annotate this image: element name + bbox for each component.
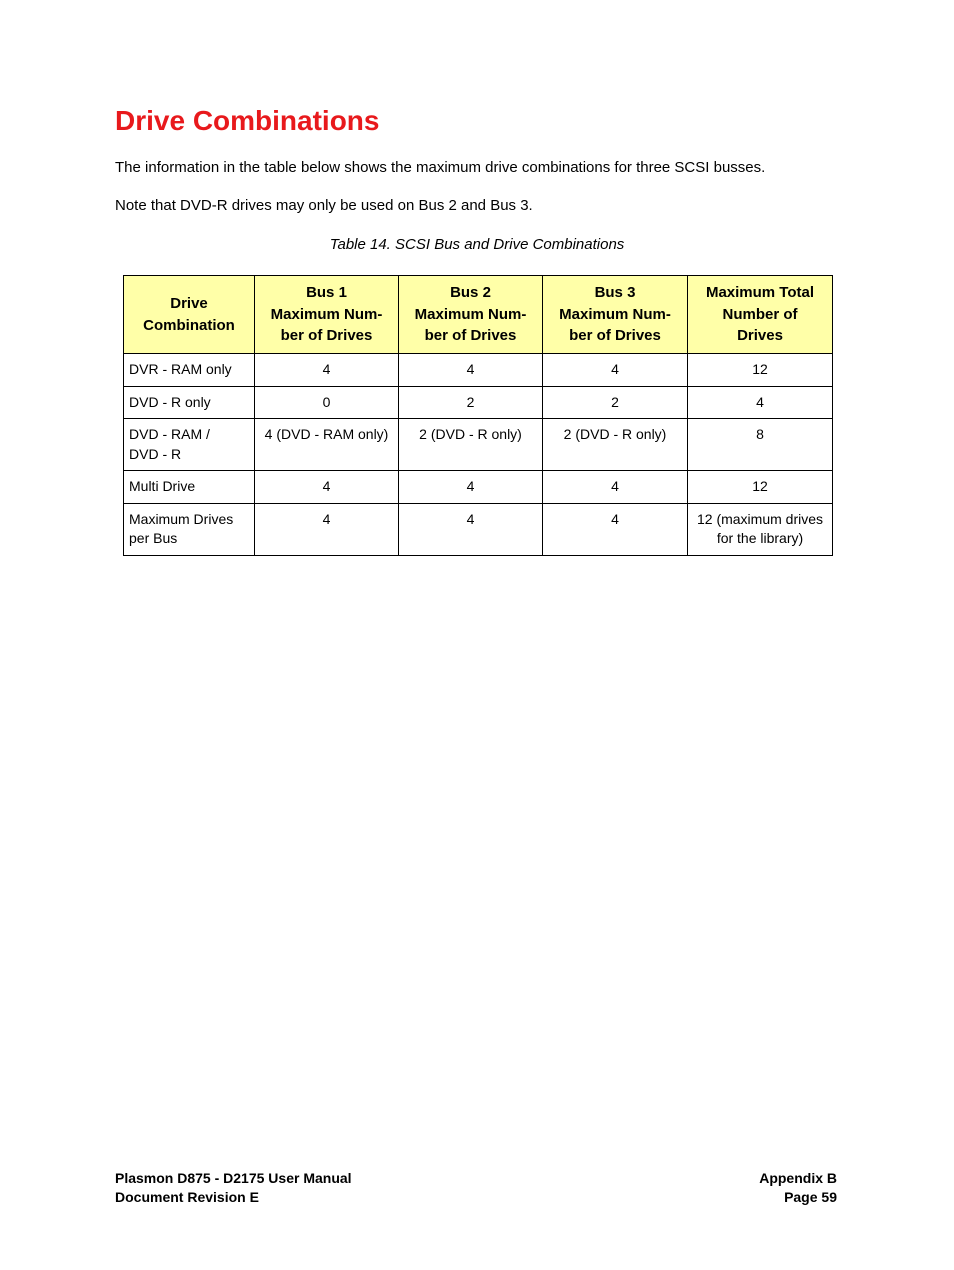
table-row: [124, 386, 833, 419]
table-cell: [543, 386, 688, 419]
table-cell: [124, 471, 255, 504]
table-cell: [688, 419, 833, 471]
header-line: Drive: [170, 295, 208, 312]
header-line: Bus 3: [594, 284, 636, 302]
cell-line: 0: [322, 393, 331, 410]
cell-line: 12: [752, 478, 768, 494]
cell-line: DVD - RAM /: [129, 426, 210, 442]
table-cell: [399, 419, 543, 471]
header-line: Drives: [737, 327, 783, 345]
table-cell: [399, 386, 543, 419]
table-cell: [688, 386, 833, 419]
cell-line: per Bus: [129, 530, 178, 546]
header-line: Maximum Total: [705, 284, 815, 302]
cell-line: 2 (DVD - R only): [563, 426, 667, 442]
table-cell: [688, 354, 833, 387]
table-cell: [124, 419, 255, 471]
footer-page-number: Page 59: [784, 1189, 837, 1205]
cell-line: Maximum Drives: [129, 510, 234, 527]
table-cell: [255, 471, 399, 504]
drive-combinations-table: [123, 275, 833, 556]
cell-line: 4: [611, 510, 619, 527]
header-bus-1: [255, 276, 399, 354]
table-cell: [399, 503, 543, 555]
table-header-row: [124, 276, 833, 354]
cell-line: DVD - R: [129, 445, 182, 462]
footer-appendix: Appendix B: [759, 1170, 837, 1186]
cell-line: 2: [611, 393, 619, 410]
header-line: Combination: [143, 316, 235, 334]
cell-line: 4: [756, 393, 764, 410]
cell-line: 12 (maximum drives: [696, 510, 824, 527]
table-cell: [399, 471, 543, 504]
cell-line: 12: [752, 361, 768, 377]
cell-line: Multi Drive: [129, 478, 196, 494]
table-cell: [543, 419, 688, 471]
cell-line: for the library): [716, 530, 804, 546]
header-drive-combination: [124, 276, 255, 354]
cell-line: 4 (DVD - RAM only): [264, 426, 389, 442]
table-cell: [255, 419, 399, 471]
header-line: Bus 2: [450, 284, 491, 302]
header-bus-3: [543, 276, 688, 354]
footer-revision: Document Revision E: [115, 1189, 259, 1205]
table-cell: [688, 503, 833, 555]
footer-left: [115, 1169, 352, 1207]
cell-line: 2 (DVD - R only): [419, 426, 522, 442]
header-line: ber of Drives: [280, 327, 373, 345]
table-cell: [255, 354, 399, 387]
cell-line: 4: [611, 478, 619, 494]
table-cell: [543, 503, 688, 555]
table-caption: Table 14. SCSI Bus and Drive Combinations: [329, 236, 625, 253]
cell-line: 4: [322, 361, 331, 377]
cell-line: 4: [322, 478, 331, 494]
header-line: Maximum Num-: [559, 305, 671, 323]
table-cell: [255, 386, 399, 419]
table-cell: [399, 354, 543, 387]
table-cell: [688, 471, 833, 504]
footer-manual-title: Plasmon D875 - D2175 User Manual: [115, 1170, 352, 1186]
intro-paragraph: The information in the table below shows the maximum drive combinations for three SCSI busses.: [115, 159, 766, 176]
header-bus-2: [399, 276, 543, 354]
table-row: [124, 471, 833, 504]
table-cell: [543, 471, 688, 504]
header-line: Maximum Num-: [270, 305, 383, 323]
footer-right: [759, 1169, 837, 1207]
note-paragraph: Note that DVD-R drives may only be used on Bus 2 and Bus 3.: [115, 197, 533, 214]
table-cell: [124, 386, 255, 419]
cell-line: DVR - RAM only: [129, 361, 232, 377]
table-cell: [543, 354, 688, 387]
cell-line: 4: [466, 510, 475, 527]
cell-line: 4: [466, 478, 475, 494]
cell-line: DVD - R only: [129, 393, 211, 410]
table-cell: [124, 503, 255, 555]
cell-line: 4: [611, 361, 619, 377]
header-line: Maximum Num-: [414, 305, 527, 323]
cell-line: 8: [756, 426, 764, 442]
cell-line: 2: [466, 393, 475, 410]
table-row: [124, 354, 833, 387]
table-row: [124, 419, 833, 471]
header-maximum-total: [688, 276, 833, 354]
table-cell: [124, 354, 255, 387]
page-title: Drive Combinations: [115, 105, 380, 136]
header-line: Bus 1: [306, 284, 347, 302]
header-line: ber of Drives: [569, 327, 661, 345]
header-line: ber of Drives: [424, 327, 517, 345]
header-line: Number of: [722, 305, 798, 323]
table-cell: [255, 503, 399, 555]
cell-line: 4: [466, 361, 475, 377]
table-row: [124, 503, 833, 555]
cell-line: 4: [322, 510, 331, 527]
